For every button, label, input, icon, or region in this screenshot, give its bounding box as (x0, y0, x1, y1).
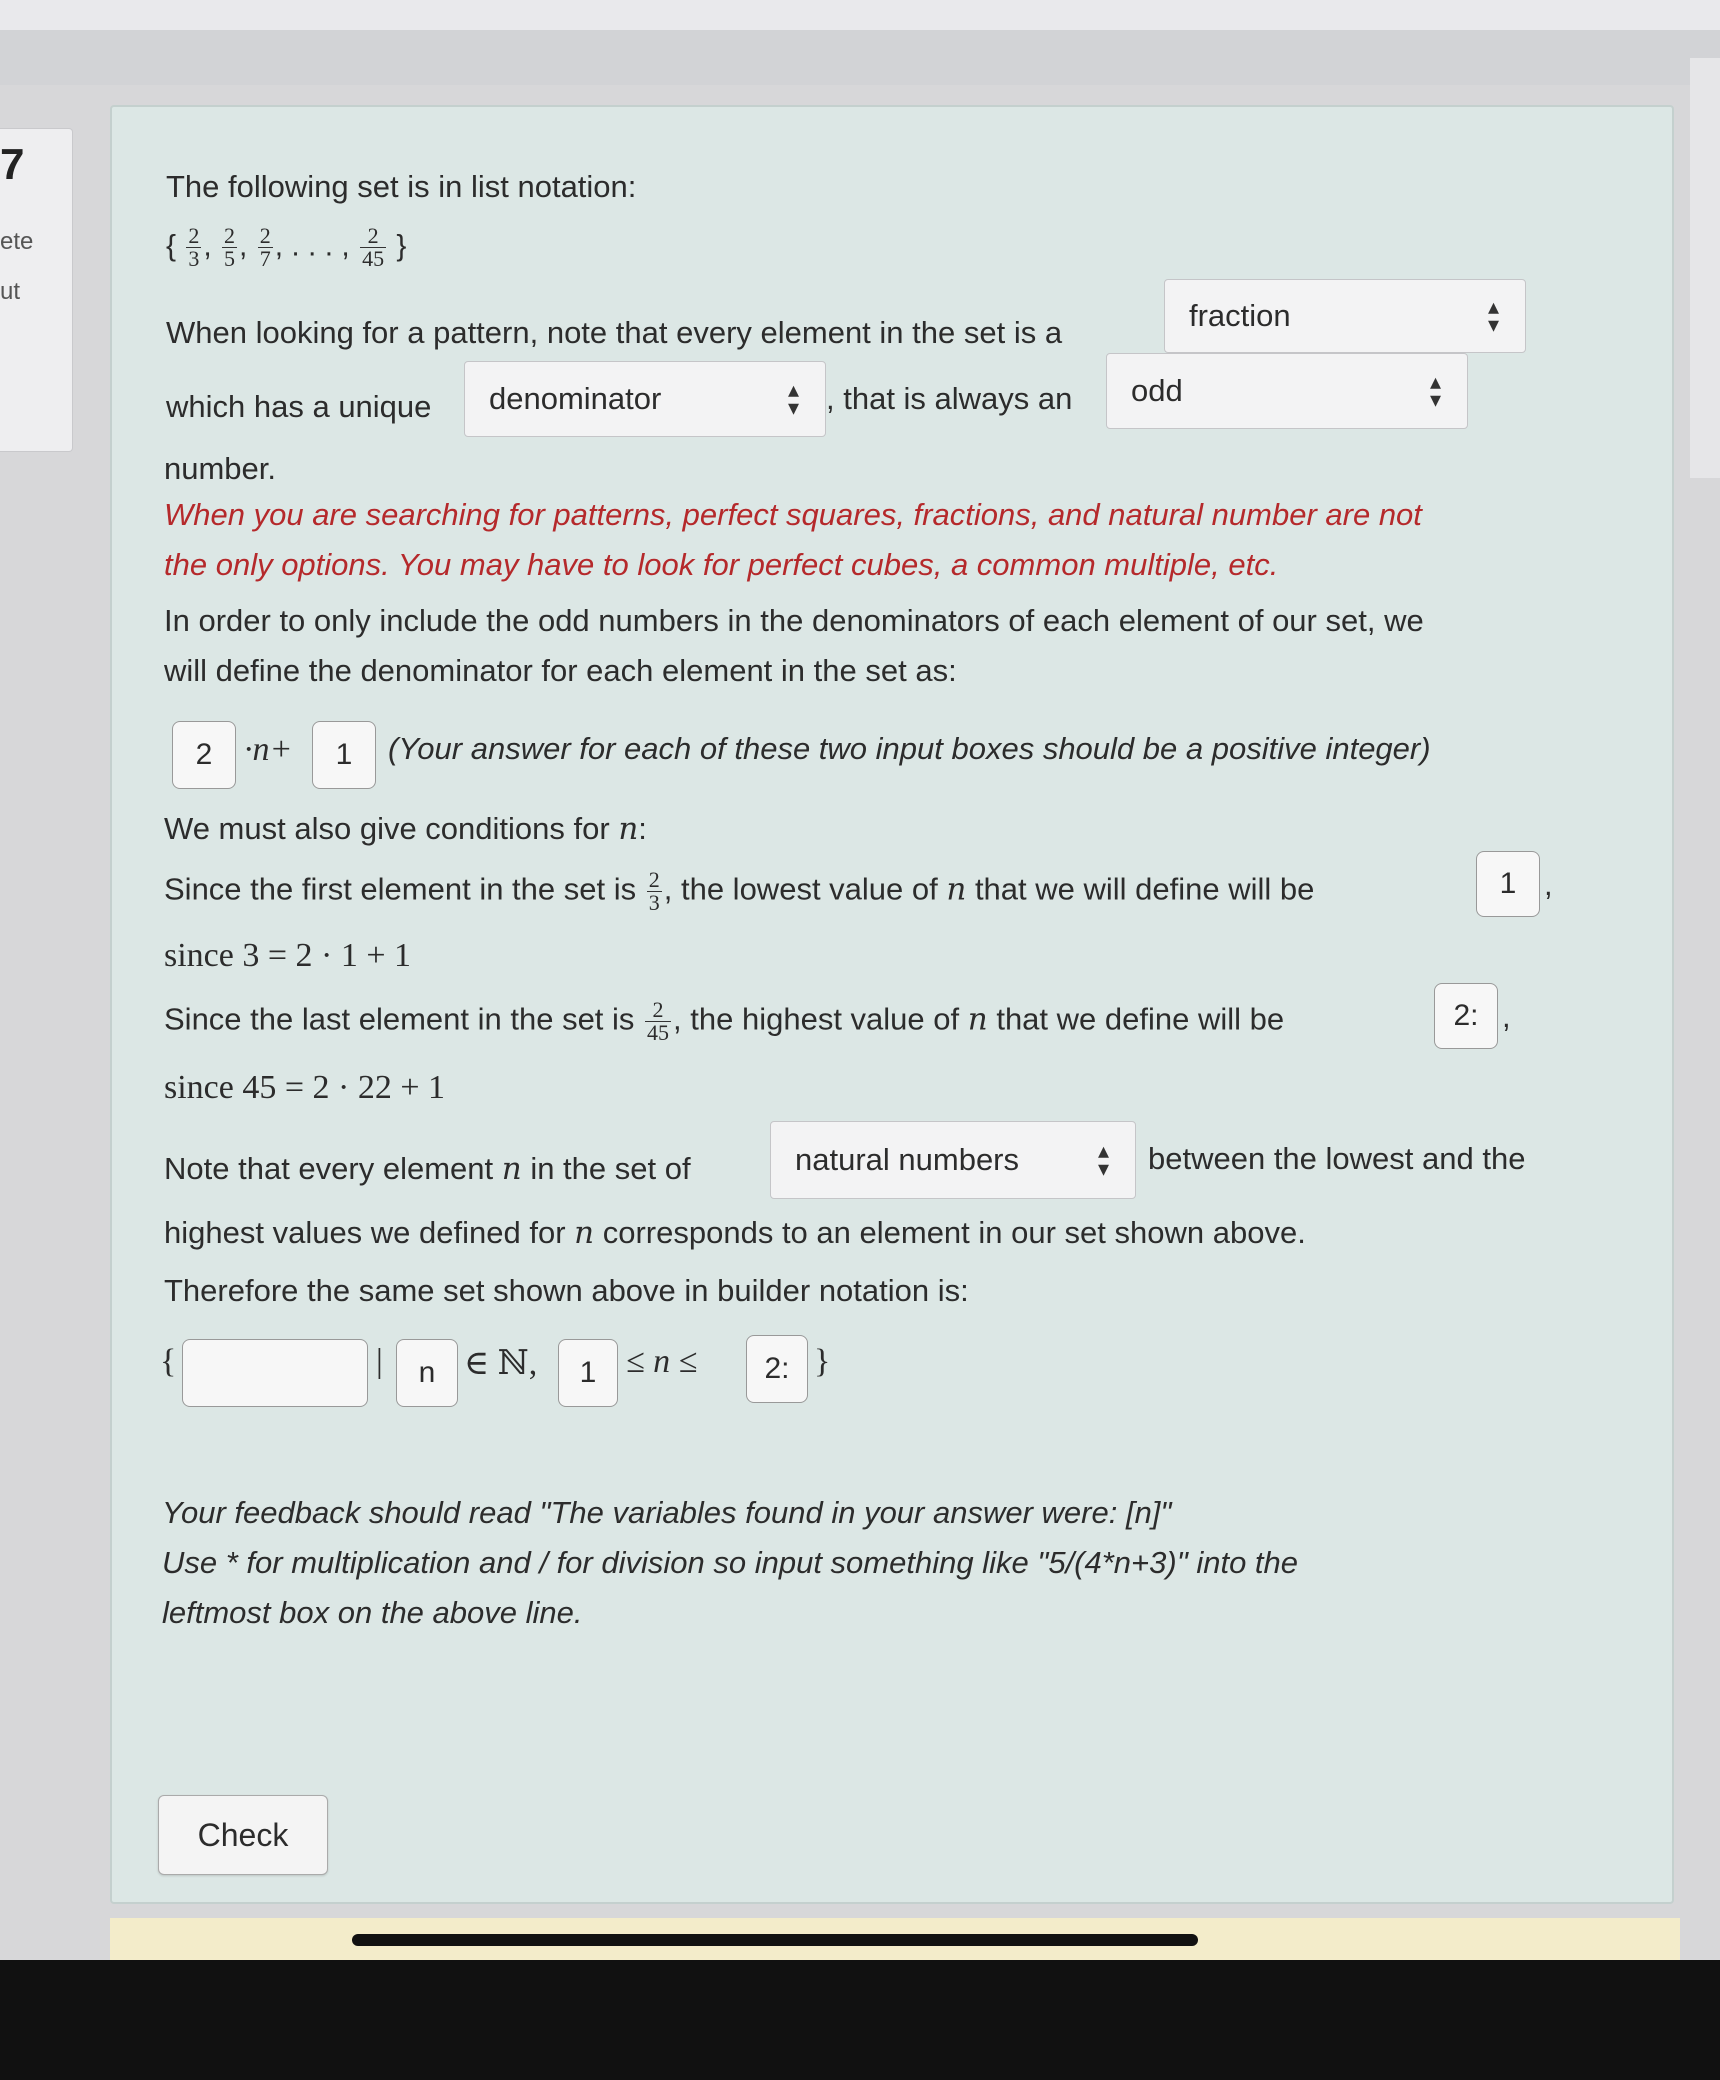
last-fraction: $\frac{2}{45}$ (647, 997, 670, 1045)
coefficient-input[interactable]: 2 (172, 721, 236, 789)
fraction-3: $\frac{2}{7}$ (259, 223, 271, 271)
highest-n-input[interactable]: 2: (1434, 983, 1498, 1049)
feedback-line-3: leftmost box on the above line. (162, 1595, 583, 1630)
screen-bottom-bezel (0, 1960, 1720, 2080)
first-element-text: Since the first element in the set is $\frac{2}{3}$ , the lowest value of n that we will define will be (164, 867, 1315, 915)
hint-line-1: When you are searching for patterns, perfect squares, fractions, and natural number are not (164, 497, 1422, 532)
set-ellipsis: , . . . , (274, 229, 350, 263)
constant-input[interactable]: 1 (312, 721, 376, 789)
set-close-brace: } (396, 229, 407, 263)
select-arrows-icon: ▴ ▾ (1097, 1138, 1109, 1181)
note-text-c: between the lowest and the (1148, 1141, 1526, 1176)
builder-inequality: ≤ n ≤ (626, 1343, 698, 1380)
feedback-line-1: Your feedback should read "The variables found in your answer were: [n]" (162, 1495, 1172, 1530)
builder-variable-input[interactable]: n (396, 1339, 458, 1407)
feedback-line-2: Use * for multiplication and / for division so input something like "5/(4*n+3)" into the (162, 1545, 1299, 1580)
number-set-value: natural numbers (795, 1142, 1020, 1177)
conditions-text: We must also give conditions for n: (164, 811, 647, 847)
fraction-2: $\frac{2}{5}$ (224, 223, 236, 271)
always-text: , that is always an (826, 381, 1073, 416)
nav-points-text: ut (0, 278, 21, 305)
therefore-text: Therefore the same set shown above in builder notation is: (164, 1273, 969, 1308)
builder-upper-bound-input[interactable]: 2: (746, 1335, 808, 1403)
intro-text: The following set is in list notation: (166, 169, 637, 204)
unique-part-select[interactable] (464, 361, 826, 437)
question-number: 7 (0, 140, 25, 189)
order-line-1: In order to only include the odd numbers in the denominators of each element of our set, we (164, 603, 1424, 638)
builder-in-naturals: ∈ ℕ, (464, 1345, 538, 1382)
since-line-1: since 3 = 2 · 1 + 1 (164, 937, 412, 974)
browser-top-bar (0, 0, 1720, 30)
select-arrows-icon: ▴ ▾ (1487, 294, 1499, 337)
hint-line-2: the only options. You may have to look for perfect cubes, a common multiple, etc. (164, 547, 1279, 582)
builder-expression-input[interactable] (182, 1339, 368, 1407)
pattern-text: When looking for a pattern, note that every element in the set is a (166, 315, 1063, 350)
positive-integer-hint: (Your answer for each of these two input boxes should be a positive integer) (388, 731, 1431, 766)
number-set-select[interactable] (770, 1121, 1136, 1199)
comma-1: , (1544, 867, 1553, 902)
unique-part-value: denominator (489, 381, 662, 416)
nav-status-text: ete (0, 228, 34, 255)
unique-text: which has a unique (166, 389, 432, 424)
question-panel (110, 105, 1674, 1904)
number-text: number. (164, 451, 277, 486)
builder-close-brace: } (814, 1343, 831, 1380)
set-open-brace: { (166, 229, 177, 263)
browser-toolbar (0, 30, 1720, 85)
fraction-1: $\frac{2}{3}$ (188, 223, 200, 271)
dot-n-plus: ·n+ (244, 731, 293, 768)
comma-2: , (1502, 999, 1511, 1034)
fraction-last: $\frac{2}{45}$ (362, 223, 385, 271)
builder-bar: | (376, 1343, 383, 1380)
since-line-2: since 45 = 2 · 22 + 1 (164, 1069, 446, 1106)
list-set: { $\frac{2}{3}$ , $\frac{2}{5}$ , $\frac{2}{7}$ , . . . , $\frac{2}{45}$ } (166, 223, 407, 271)
right-side-strip (1690, 58, 1720, 478)
first-fraction: $\frac{2}{3}$ (648, 867, 660, 915)
highest-values-text: highest values we defined for n corresponds to an element in our set shown above. (164, 1215, 1306, 1251)
builder-open-brace: { (160, 1343, 177, 1380)
element-type-select[interactable] (1164, 279, 1526, 353)
select-arrows-icon: ▴ ▾ (1429, 369, 1441, 412)
order-line-2: will define the denominator for each element in the set as: (164, 653, 957, 688)
parity-value: odd (1131, 373, 1183, 408)
builder-lower-bound-input[interactable]: 1 (558, 1339, 618, 1407)
note-text-a: Note that every element n in the set of (164, 1151, 691, 1187)
parity-select[interactable] (1106, 353, 1468, 429)
horizontal-scrollbar[interactable] (352, 1934, 1198, 1946)
select-arrows-icon: ▴ ▾ (787, 377, 799, 420)
element-type-value: fraction (1189, 298, 1291, 333)
check-button[interactable]: Check (158, 1795, 328, 1875)
lowest-n-input[interactable]: 1 (1476, 851, 1540, 917)
last-element-text: Since the last element in the set is $\frac{2}{45}$ , the highest value of n that we define will be (164, 997, 1285, 1045)
